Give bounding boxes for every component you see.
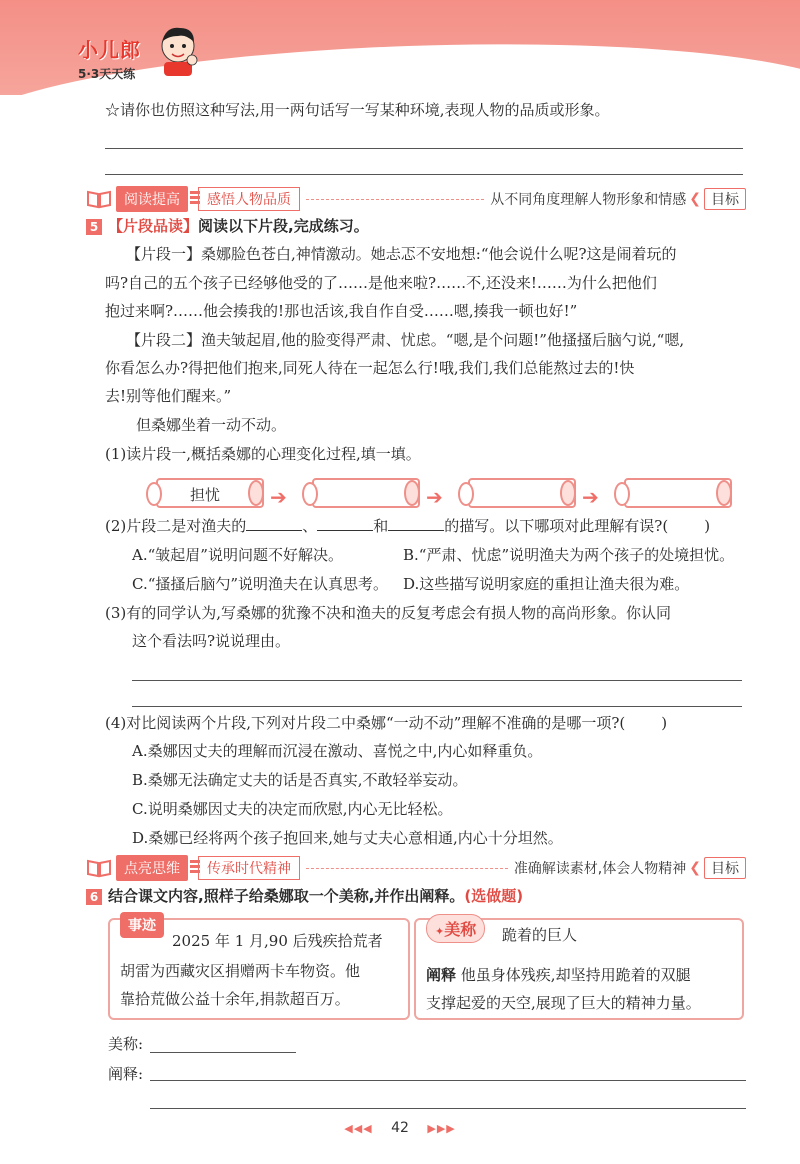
question-6-title (86, 889, 523, 905)
writing-prompt: ☆请你也仿照这种写法,用一两句话写一写某种环境,表现人物的品质或形象。 (105, 101, 610, 119)
fragment-2-line: 去!别等他们醒来。” (105, 387, 232, 405)
explain-answer-label: 阐释: (108, 1065, 144, 1083)
dashed-divider (306, 868, 508, 869)
option-d: D.桑娜已经将两个孩子抱回来,她与丈夫心意相通,内心十分坦然。 (132, 829, 563, 847)
scroll-box-1[interactable] (146, 478, 264, 508)
section-header-thinking (86, 856, 746, 880)
fragment-1-line: 吗?自己的五个孩子已经够他受的了……是他来啦?……不,还没来!……为什么把他们 (105, 274, 657, 292)
section-tag: 点亮思维 (116, 855, 188, 881)
fragment-2-line: 你看怎么办?得把他们抱来,同死人待在一起怎么行!哦,我们,我们总能熬过去的!快 (105, 359, 635, 377)
goal-label: 目标 (704, 857, 746, 879)
sub-question-3: (3)有的同学认为,写桑娜的犹豫不决和渔夫的反复考虑会有损人物的高尚形象。你认同 (105, 604, 672, 622)
sub-question-2-text: 的描写。以下哪项对此理解有误?( (444, 517, 669, 535)
name-answer-line[interactable] (150, 1052, 296, 1053)
fragment-1-line: 【片段一】桑娜脸色苍白,神情激动。她忐忑不安地想:“他会说什么呢?这是闹着玩的 (126, 245, 677, 263)
open-book-icon (86, 858, 112, 878)
brand-logo (78, 34, 141, 82)
fragment-2-tail: 但桑娜坐着一动不动。 (136, 416, 287, 434)
question-5-title (86, 219, 369, 235)
deed-card (108, 918, 410, 1020)
separator: 和 (373, 517, 389, 535)
title-text: 跪着的巨人 (502, 926, 578, 944)
open-book-icon (86, 189, 112, 209)
answer-line[interactable] (150, 1080, 746, 1081)
blank-field[interactable] (317, 530, 373, 531)
sub-question-2 (105, 519, 710, 534)
separator: 、 (302, 517, 318, 535)
sub-question-2-text: (2)片段二是对渔夫的 (105, 517, 247, 535)
section-tag: 阅读提高 (116, 186, 188, 212)
title-tag-label: 美称 (444, 920, 477, 939)
page-number: 42 (391, 1120, 409, 1136)
arrow-right-icon: ➔ (426, 485, 443, 509)
fragment-2-line: 【片段二】渔夫皱起眉,他的脸变得严肃、忧虑。“嗯,是个问题!”他搔搔后脑勺说,“嗯, (126, 331, 685, 349)
question-number: 6 (86, 889, 102, 905)
explain-text: 他虽身体残疾,却坚持用跪着的双腿 (460, 966, 691, 984)
explain-line: 支撑起爱的天空,展现了巨大的精神力量。 (426, 994, 701, 1012)
answer-line[interactable] (105, 148, 743, 149)
option-c: C.说明桑娜因丈夫的决定而欣慰,内心无比轻松。 (132, 800, 453, 818)
series-name: 5·3天天练 (78, 67, 136, 81)
option-a: A.“皱起眉”说明问题不好解决。 (132, 546, 343, 564)
triangle-left-icon: ◀◀◀ (344, 1122, 373, 1135)
sub-question-4 (105, 716, 667, 731)
blank-field[interactable] (246, 530, 302, 531)
option-c: C.“搔搔后脑勺”说明渔夫在认真思考。 (132, 575, 389, 593)
section-header-reading (86, 187, 746, 211)
sub-question-3: 这个看法吗?说说理由。 (132, 632, 291, 650)
sub-question-4-text: (4)对比阅读两个片段,下列对片段二中桑娜“一动不动”理解不准确的是哪一项?( (105, 714, 626, 732)
name-label: 美称: (108, 1035, 144, 1053)
explain-label: 阐释 (426, 966, 457, 984)
mascot-icon (156, 24, 200, 76)
question-instruction: 阅读以下片段,完成练习。 (198, 217, 369, 235)
answer-line[interactable] (150, 1108, 746, 1109)
star-icon: ✦ (435, 925, 445, 938)
option-b: B.桑娜无法确定丈夫的话是否真实,不敢轻举妄动。 (132, 771, 468, 789)
chevron-left-icon: ❮ (689, 191, 701, 207)
option-d: D.这些描写说明家庭的重担让渔夫很为难。 (403, 575, 690, 593)
deed-line: 靠拾荒做公益十余年,捐款超百万。 (120, 990, 350, 1008)
arrow-right-icon: ➔ (270, 485, 287, 509)
answer-line[interactable] (132, 706, 742, 707)
deed-line: 胡雷为西藏灾区捐赠两卡车物资。他 (120, 962, 361, 980)
page-footer (0, 1120, 800, 1136)
question-category: 【片段品读】 (108, 217, 199, 235)
section-subtag: 传承时代精神 (198, 856, 300, 880)
scroll-box-4[interactable] (614, 478, 732, 508)
question-instruction: 结合课文内容,照样子给桑娜取一个美称,并作出阐释。 (108, 887, 465, 905)
option-a: A.桑娜因丈夫的理解而沉浸在激动、喜悦之中,内心如释重负。 (132, 742, 543, 760)
question-number: 5 (86, 219, 102, 235)
arrow-right-icon: ➔ (582, 485, 599, 509)
goal-label: 目标 (704, 188, 746, 210)
explain-line (426, 968, 691, 983)
goal-text: 准确解读素材,体会人物精神 (513, 861, 687, 877)
blank-field[interactable] (388, 530, 444, 531)
brand-name: 小儿郎 (78, 38, 141, 62)
optional-label: (选做题) (464, 887, 524, 905)
answer-line[interactable] (132, 680, 742, 681)
title-card (414, 918, 744, 1020)
goal-text: 从不同角度理解人物形象和情感 (490, 192, 687, 208)
deed-line: 2025 年 1 月,90 后残疾拾荒者 (172, 932, 383, 950)
dashed-divider (306, 199, 484, 200)
paren-close: ) (661, 714, 668, 732)
section-subtag: 感悟人物品质 (198, 187, 300, 211)
title-tag (426, 914, 485, 943)
chevron-left-icon: ❮ (689, 860, 701, 876)
deed-tag: 事迹 (120, 912, 164, 938)
paren-close: ) (704, 517, 711, 535)
triangle-right-icon: ▶▶▶ (427, 1122, 456, 1135)
scroll-box-3[interactable] (458, 478, 576, 508)
option-b: B.“严肃、忧虑”说明渔夫为两个孩子的处境担忧。 (403, 546, 735, 564)
answer-line[interactable] (105, 174, 743, 175)
sub-question-1: (1)读片段一,概括桑娜的心理变化过程,填一填。 (105, 445, 421, 463)
scroll-answer-1: 担忧 (189, 486, 220, 504)
scroll-box-2[interactable] (302, 478, 420, 508)
fragment-1-line: 抱过来啊?……他会揍我的!那也活该,我自作自受……嗯,揍我一顿也好!” (105, 302, 578, 320)
